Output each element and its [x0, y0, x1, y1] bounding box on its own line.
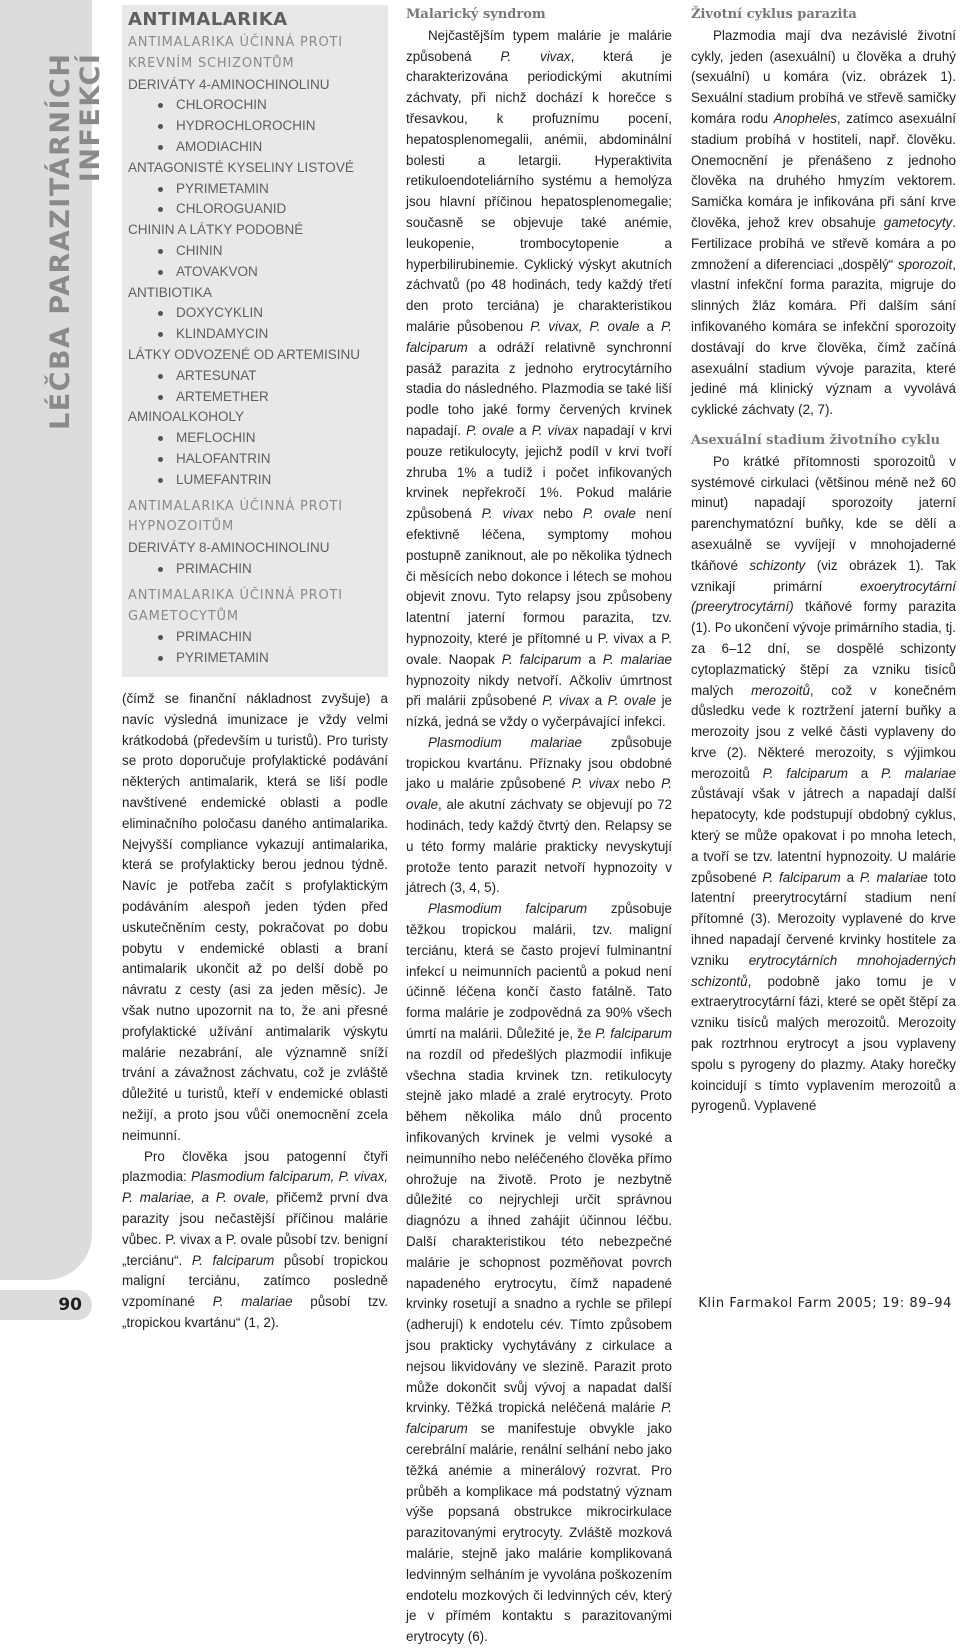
- drug-item: [128, 137, 388, 158]
- drug-group-name: AMINOALKOHOLY: [128, 409, 245, 425]
- section-heading: ANTIMALARIKA ÚČINNÁ PROTI HYPNOZOITŮM: [128, 498, 343, 535]
- column-1: [122, 689, 388, 1334]
- drug-name: PYRIMETAMIN: [176, 650, 269, 666]
- drug-item: [128, 95, 388, 116]
- drug-group-name: ANTAGONISTÉ KYSELINY LISTOVÉ: [128, 159, 354, 175]
- drug-item: [128, 199, 388, 220]
- section-heading: ANTIMALARIKA ÚČINNÁ PROTI GAMETOCYTŮM: [128, 587, 343, 624]
- drug-name: CHLOROCHIN: [176, 97, 267, 113]
- drug-name: LUMEFANTRIN: [176, 471, 272, 487]
- drug-group-name: LÁTKY ODVOZENÉ OD ARTEMISINU: [128, 346, 361, 362]
- section-heading: ANTIMALARIKA ÚČINNÁ PROTI KREVNÍM SCHIZONTŮM: [128, 35, 343, 71]
- paragraph: Plasmodium malariae způsobuje tropickou kvartánu. Příznaky jsou obdobné jako u malárie způsobené P. vivax nebo P. ovale, ale akutní záchvaty se objevují po 72 hodinách, tedy každý čtvrtý den. Relapsy se u této formy malárie prakticky nevyskytují protože tento parazit netvoří hypnozoity v játrech (3, 4, 5).: [406, 734, 673, 896]
- paragraph: Po krátké přítomnosti sporozoitů v systémové cirkulaci (většinou méně než 60 minut) napadají sporozoity jaterní parenchymatózní buňky, kde se dělí a asexuálně se vyvíjejí v mnohojaderné tkáňové schizonty (viz obrázek 1). Tak vznikají primární exoerytrocytární (preerytrocytární) tkáňové formy parazita (1). Po ukončení vývoje primárního stadia, tj. za 6–12 dní, se dospělé schizonty cytoplazmatický štěpí za vzniku tisíců malých merozoitů, což v konečném důsledku vede k roztržení jaterní buňky a merozoity jsou z velké části vyplaveny do krve (2). Některé merozoity, s výjimkou merozoitů P. falciparum a P. malariae zůstávají však v játrech a napadají další hepatocyty, kde podstupují obdobný cyklus, který se může opakovat i po mnoha letech, a tvoří se tzv. latentní hypnozoity. U malárie způsobené P. falciparum a P. malariae toto latentní preerytrocytární stadium není přítomné (3). Merozoity vyplavené do krve ihned napadají červené krvinky hostitele za vzniku erytrocytárních mnohojaderných schizontů, podobně jako tomu je v extraerytrocytární fázi, které se opět štěpí za vzniku tisíců malých merozoitů. Merozoity pak roztrhnou erytrocyt a jsou vyplaveny spolu s pyrogeny do plazmy. Ataky horečky koincidují s tímto vyplavením merozoitů a pyrogenů. Vyplavené: [691, 453, 957, 1114]
- drug-name: CHININ: [176, 242, 223, 258]
- column-2: [406, 5, 672, 1648]
- drug-item: [128, 648, 388, 669]
- drug-name: MEFLOCHIN: [176, 430, 256, 446]
- drug-item: [128, 179, 388, 200]
- drug-item: [128, 303, 388, 324]
- drug-item: [128, 262, 388, 283]
- section-heading: Asexuální stadium životního cyklu: [691, 432, 941, 448]
- drug-item: [128, 324, 388, 345]
- drug-item: [128, 470, 388, 491]
- drug-name: ARTESUNAT: [176, 367, 257, 383]
- drug-group-name: DERIVÁTY 8-AMINOCHINOLINU: [128, 540, 330, 556]
- sidebar-title-line1: LÉČBA PARAZITÁRNÍCH: [45, 52, 76, 430]
- column-3: [691, 5, 956, 1117]
- paragraph: Plasmodium falciparum způsobuje těžkou tropickou malárii, tzv. maligní terciánu, která se často projeví fulminantní infekcí u neimunních pacientů a pokud není účinně léčena končí často fatálně. Tato forma malárie je zodpovědná za 90% všech úmrtí na malárii. Důležité je, že P. falciparum na rozdíl od předešlých plazmodií infikuje všechna stadia krvinek tzn. retikulocyty stejně jako mladé a zralé erytrocyty. Proto během několika málo dnů procento infikovaných krvinek je velmi vysoké a neimunního nebo neléčeného člověka přímo ohrožuje na životě. Proto je nezbytně důležité co nejrychleji určit správnou diagnózu a ihned zahájit účinnou léčbu. Další charakteristikou této nebezpečné malárie je schopnost pozměňovat povrch napadeného erytrocytu, čímž napadené krvinky rosetují a snadno a rychle se přilepí (adherují) k endotelu cév. Tímto způsobem jsou prakticky vychytávány z cirkulace a nejsou likvidovány ve slezině. Parazit proto může dokončit svůj vývoj a napadat další krvinky. Těžká tropická neléčená malárie P. falciparum se manifestuje obvykle jako cerebrální malárie, renální selhání nebo jako těžká anémie a minerálový rozvrat. Pro průběh a komplikace má podstatný význam výše popsaná obstrukce mikrocirkulace parazitovanými erytrocyty. Zvláště mozková malárie, stejně jako malárie komplikovaná ledvinným selháním je vyvolána poškozením endotelu mozkových či ledvinných cév, který je v přímém kontaktu s parazitovanými erytrocyty (6).: [406, 901, 672, 1645]
- sidebar-tab: [0, 0, 106, 1280]
- drug-name: ATOVAKVON: [176, 263, 258, 279]
- page-number: 90: [0, 1290, 92, 1320]
- paragraph: Plazmodia mají dva nezávislé životní cykly, jeden (asexuální) u člověka a druhý (sexuální) u komára (viz. obrázek 1). Sexuální stadium probíhá ve střevě samičky komára rodu Anopheles, zatímco asexuální stadium probíhá v hostiteli, např. člověku. Onemocnění je přenášeno z jednoho člověka na druhého hmyzím vektorem. Samička komára je infikována při sání krve člověka, jehož krev obsahuje gametocyty. Fertilizace probíhá ve střevě komára a po zmnožení a diferenciaci „dospělý“ sporozoit, vlastní infekční forma parazita, migruje do slinných žláz komára. Při dalším sání infikovaného komára se infekční sporozoity dostávají do krve člověka, čímž začíná asexuální stadium vývoje parazita, které jediné má klinický význam a vyvolává cyklické záchvaty (2, 7).: [691, 27, 956, 418]
- drug-item: [128, 428, 388, 449]
- drug-item: [128, 627, 388, 648]
- drug-name: KLINDAMYCIN: [176, 326, 269, 342]
- box-title: ANTIMALARIKA: [128, 9, 288, 30]
- drug-item: [128, 387, 388, 408]
- drug-item: [128, 449, 388, 470]
- drug-name: PYRIMETAMIN: [176, 180, 269, 196]
- drug-name: ARTEMETHER: [176, 388, 269, 404]
- journal-citation: Klin Farmakol Farm 2005; 19: 89–94: [698, 1296, 952, 1311]
- drug-name: DOXYCYKLIN: [176, 305, 264, 321]
- drug-name: CHLOROGUANID: [176, 201, 287, 217]
- drug-name: AMODIACHIN: [176, 138, 263, 154]
- antimalarika-box: [122, 5, 388, 677]
- paragraph: Nejčastějším typem malárie je malárie způsobená P. vivax, která je charakterizována periodickými akutními záchvaty, při nichž dochází k horečce s třesavkou, k profuznímu pocení, hepatosplenomegalii, anémii, abdominální bolesti a letargii. Hyperaktivita retikuloendoteliárního systému a hemolýza jsou hlavní příčinou hepatosplenomegalie; současně se objevuje také anémie, leukopenie, trombocytopenie a hyperbilirubinemie. Cyklický výskyt akutních záchvatů (po 48 hodinách, tedy každý třetí den proto terciána) je charakteristikou malárie působenou P. vivax, P. ovale a P. falciparum a odráží relativně synchronní pasáž parazita z jednoho erytrocytárního stadia do následného. Plazmodia se také liší podle toho jaké formy červených krvinek napadají. P. ovale a P. vivax napadají v krvi pouze retikulocyty, jejichž podíl v krvi tvoří zhruba 1% a tudíž i počet infikovaných krvinek nepřekročí 1%. Pokud malárie způsobená P. vivax nebo P. ovale není efektivně léčena, symptomy mohou postupně zaniknout, ale po několika týdnech či měsících nebo dokonce i létech se mohou objevit znovu. Tyto relapsy jsou způsobeny latentní jaterní formou parazita, tzv. hypnozoity, které je přítomné u P. vivax a P. ovale. Naopak P. falciparum a P. malariae hypnozoity nikdy netvoří. Ačkoliv úmrtnost při malárii způsobené P. vivax a P. ovale je nízká, jedná se vždy o vyčerpávající infekci.: [406, 27, 673, 730]
- section-heading: Životní cyklus parazita: [691, 7, 857, 22]
- paragraph: Pro člověka jsou patogenní čtyři plazmodia: Plasmodium falciparum, P. vivax, P. malariae, a P. ovale, přičemž první dva parazity jsou nečastější příčinou malárie vůbec. P. vivax a P. ovale působí tzv. benigní „terciánu“. P. falciparum působí tropickou maligní terciánu, zatímco posledně vzpomínané P. malariae působí tzv. „tropickou kvartánu“ (1, 2).: [122, 1148, 389, 1330]
- drug-group-name: DERIVÁTY 4-AMINOCHINOLINU: [128, 76, 330, 92]
- drug-item: [128, 366, 388, 387]
- drug-group-name: CHININ A LÁTKY PODOBNÉ: [128, 222, 304, 238]
- drug-name: HALOFANTRIN: [176, 450, 271, 466]
- drug-item: [128, 241, 388, 262]
- section-heading: Malarický syndrom: [406, 7, 546, 22]
- sidebar-title: [46, 53, 106, 430]
- sidebar-title-line2: INFEKCÍ: [75, 52, 106, 183]
- drug-group-name: ANTIBIOTIKA: [128, 284, 213, 300]
- drug-name: PRIMACHIN: [176, 560, 252, 576]
- drug-item: [128, 559, 388, 580]
- drug-name: PRIMACHIN: [176, 629, 252, 645]
- paragraph: (čímž se finanční nákladnost zvyšuje) a navíc výsledná imunizace je vždy velmi krátkodobá (především u turistů). Pro turisty se proto doporučuje profylaktické podávání některých antimalarik, která se liší podle navštívené endemické oblasti a podle eliminačního poločasu daného antimalarika. Nejvyšší compliance vykazují antimalarika, která se profylakticky berou jednou týdně. Navíc je potřeba začít s profylaktickým podáváním alespoň jeden týden před uskutečněním cesty, pokračovat po dobu pobytu v endemické oblasti a braní antimalarik ukončit až po delší době po návratu z cesty (asi za jeden měsíc). Je však nutno upozornit na to, že ani přesné profylaktické užívání antimalarik výskytu malárie nezabrání, ale významně sníží trvání a závažnost záchvatu, což je zvláště důležité u turistů, kteří v endemické oblasti nežijí, a proto jsou vůči onemocnění zcela neimunní.: [122, 691, 388, 1143]
- drug-item: [128, 116, 388, 137]
- drug-name: HYDROCHLOROCHIN: [176, 118, 316, 134]
- box-body: [128, 33, 388, 669]
